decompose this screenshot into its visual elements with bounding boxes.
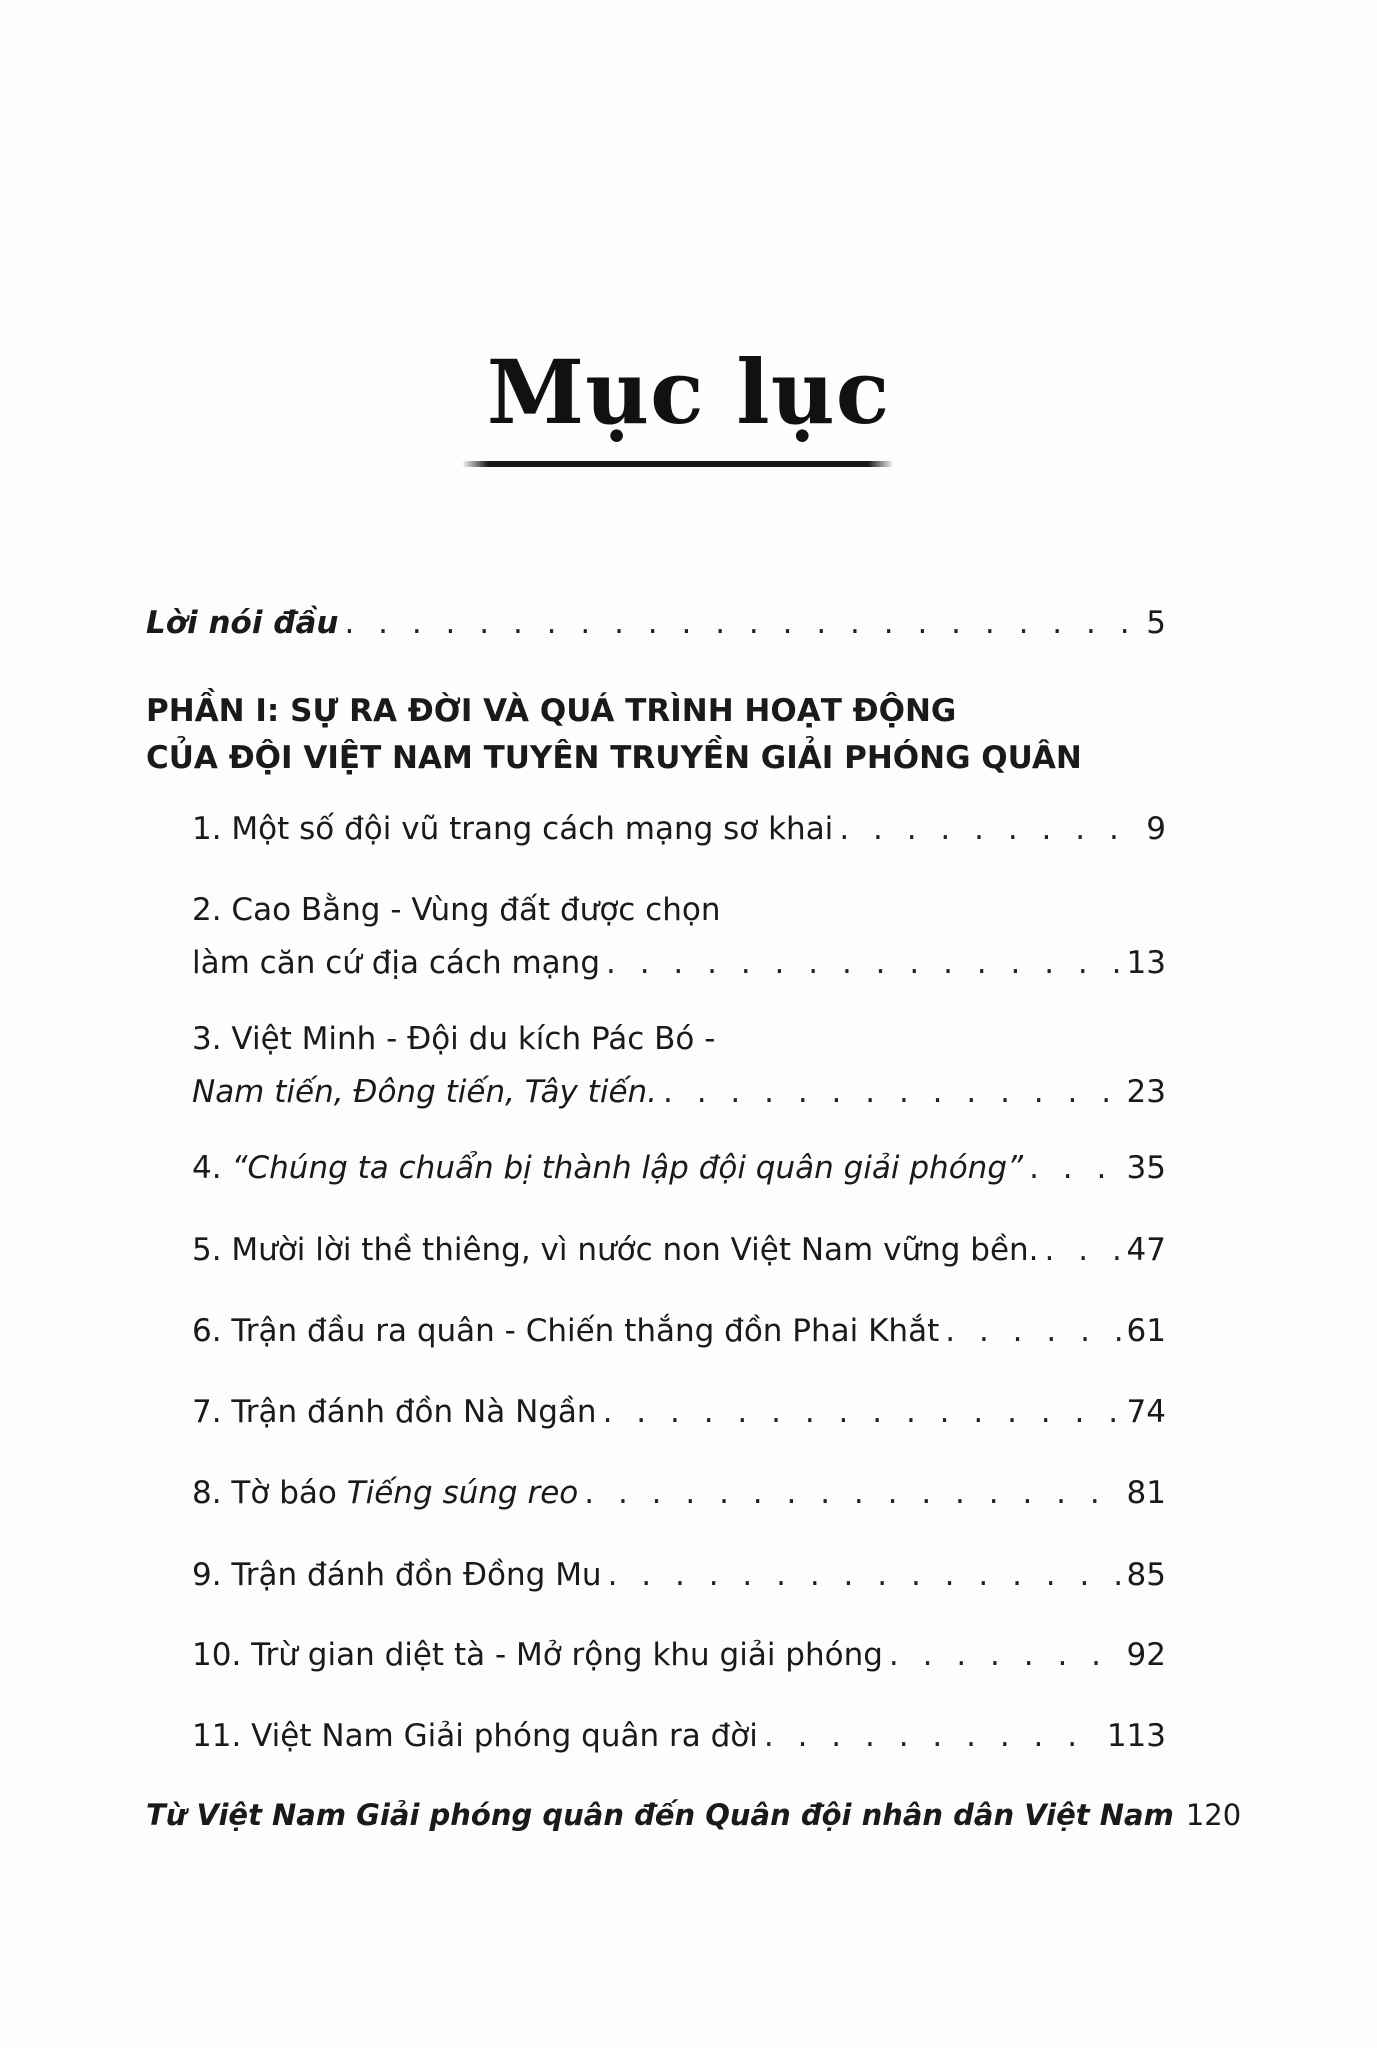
toc-entry-epilogue[interactable] — [146, 1791, 1242, 1839]
entry-title: 11. Việt Nam Giải phóng quân ra đời — [192, 1718, 758, 1754]
entry-page: 74 — [1126, 1394, 1166, 1430]
toc-entry-9[interactable] — [192, 1551, 1166, 1599]
entry-title-line2: Nam tiến, Đông tiến, Tây tiến. — [192, 1074, 658, 1110]
entry-page: 113 — [1106, 1718, 1166, 1754]
leader-dots — [663, 1068, 1121, 1116]
leader-dots — [945, 1307, 1120, 1355]
entry-page: 61 — [1126, 1313, 1166, 1349]
entry-title-line2: làm căn cứ địa cách mạng — [192, 945, 600, 981]
entry-title: Lời nói đầu — [146, 605, 339, 641]
entry-page: 81 — [1126, 1475, 1166, 1511]
leader-dots — [603, 1388, 1121, 1436]
entry-page: 9 — [1146, 811, 1166, 847]
toc-entry-3[interactable] — [192, 1015, 1166, 1115]
toc-entry-11[interactable] — [192, 1712, 1166, 1760]
entry-page: 47 — [1126, 1232, 1166, 1268]
entry-title: 6. Trận đầu ra quân - Chiến thắng đồn Phai Khắt — [192, 1313, 940, 1349]
toc-entry-preface[interactable] — [146, 599, 1166, 647]
toc-entry-4[interactable] — [192, 1144, 1166, 1192]
entry-title: Tiếng súng reo — [346, 1475, 579, 1511]
entry-page: 5 — [1146, 605, 1166, 641]
entry-page: 13 — [1126, 945, 1166, 981]
entry-title: Từ Việt Nam Giải phóng quân đến Quân đội nhân dân Việt Nam — [146, 1798, 1174, 1832]
leader-dots — [606, 939, 1121, 987]
entry-title: 5. Mười lời thề thiêng, vì nước non Việt Nam vững bền. — [192, 1232, 1039, 1268]
toc-entry-10[interactable] — [192, 1631, 1166, 1679]
leader-dots — [1045, 1226, 1121, 1274]
part-heading-line2: CỦA ĐỘI VIỆT NAM TUYÊN TRUYỀN GIẢI PHÓNG QUÂN — [146, 740, 1082, 776]
leader-dots — [889, 1631, 1121, 1679]
entry-title: “Chúng ta chuẩn bị thành lập đội quân giải phóng” — [231, 1150, 1024, 1186]
entry-number: 8. Tờ báo — [192, 1475, 347, 1511]
toc-entry-5[interactable] — [192, 1226, 1166, 1274]
leader-dots — [608, 1551, 1121, 1599]
entry-page: 23 — [1126, 1074, 1166, 1110]
leader-dots — [839, 805, 1140, 853]
entry-title-line1: 2. Cao Bằng - Vùng đất được chọn — [192, 892, 721, 928]
part-heading-line1: PHẦN I: SỰ RA ĐỜI VÀ QUÁ TRÌNH HOẠT ĐỘNG — [146, 693, 957, 729]
toc-entry-6[interactable] — [192, 1307, 1166, 1355]
entry-page: 35 — [1126, 1150, 1166, 1186]
title-underline — [462, 461, 894, 467]
entry-title: 7. Trận đánh đồn Nà Ngần — [192, 1394, 597, 1430]
toc-entry-1[interactable] — [192, 805, 1166, 853]
page-title: Mục lục — [486, 340, 891, 444]
entry-page: 85 — [1126, 1557, 1166, 1593]
leader-dots — [344, 599, 1140, 647]
entry-page: 120 — [1185, 1798, 1242, 1832]
toc-entry-7[interactable] — [192, 1388, 1166, 1436]
entry-number: 4. — [192, 1150, 232, 1186]
entry-title: 10. Trừ gian diệt tà - Mở rộng khu giải phóng — [192, 1637, 883, 1673]
entry-title-line1: 3. Việt Minh - Đội du kích Pác Bó - — [192, 1021, 716, 1057]
leader-dots — [764, 1712, 1101, 1760]
entry-title: 9. Trận đánh đồn Đồng Mu — [192, 1557, 602, 1593]
toc-entry-2[interactable] — [192, 886, 1166, 986]
entry-page: 92 — [1126, 1637, 1166, 1673]
leader-dots — [584, 1469, 1120, 1517]
toc-entry-8[interactable] — [192, 1469, 1166, 1517]
leader-dots — [1029, 1144, 1120, 1192]
entry-title: 1. Một số đội vũ trang cách mạng sơ khai — [192, 811, 834, 847]
